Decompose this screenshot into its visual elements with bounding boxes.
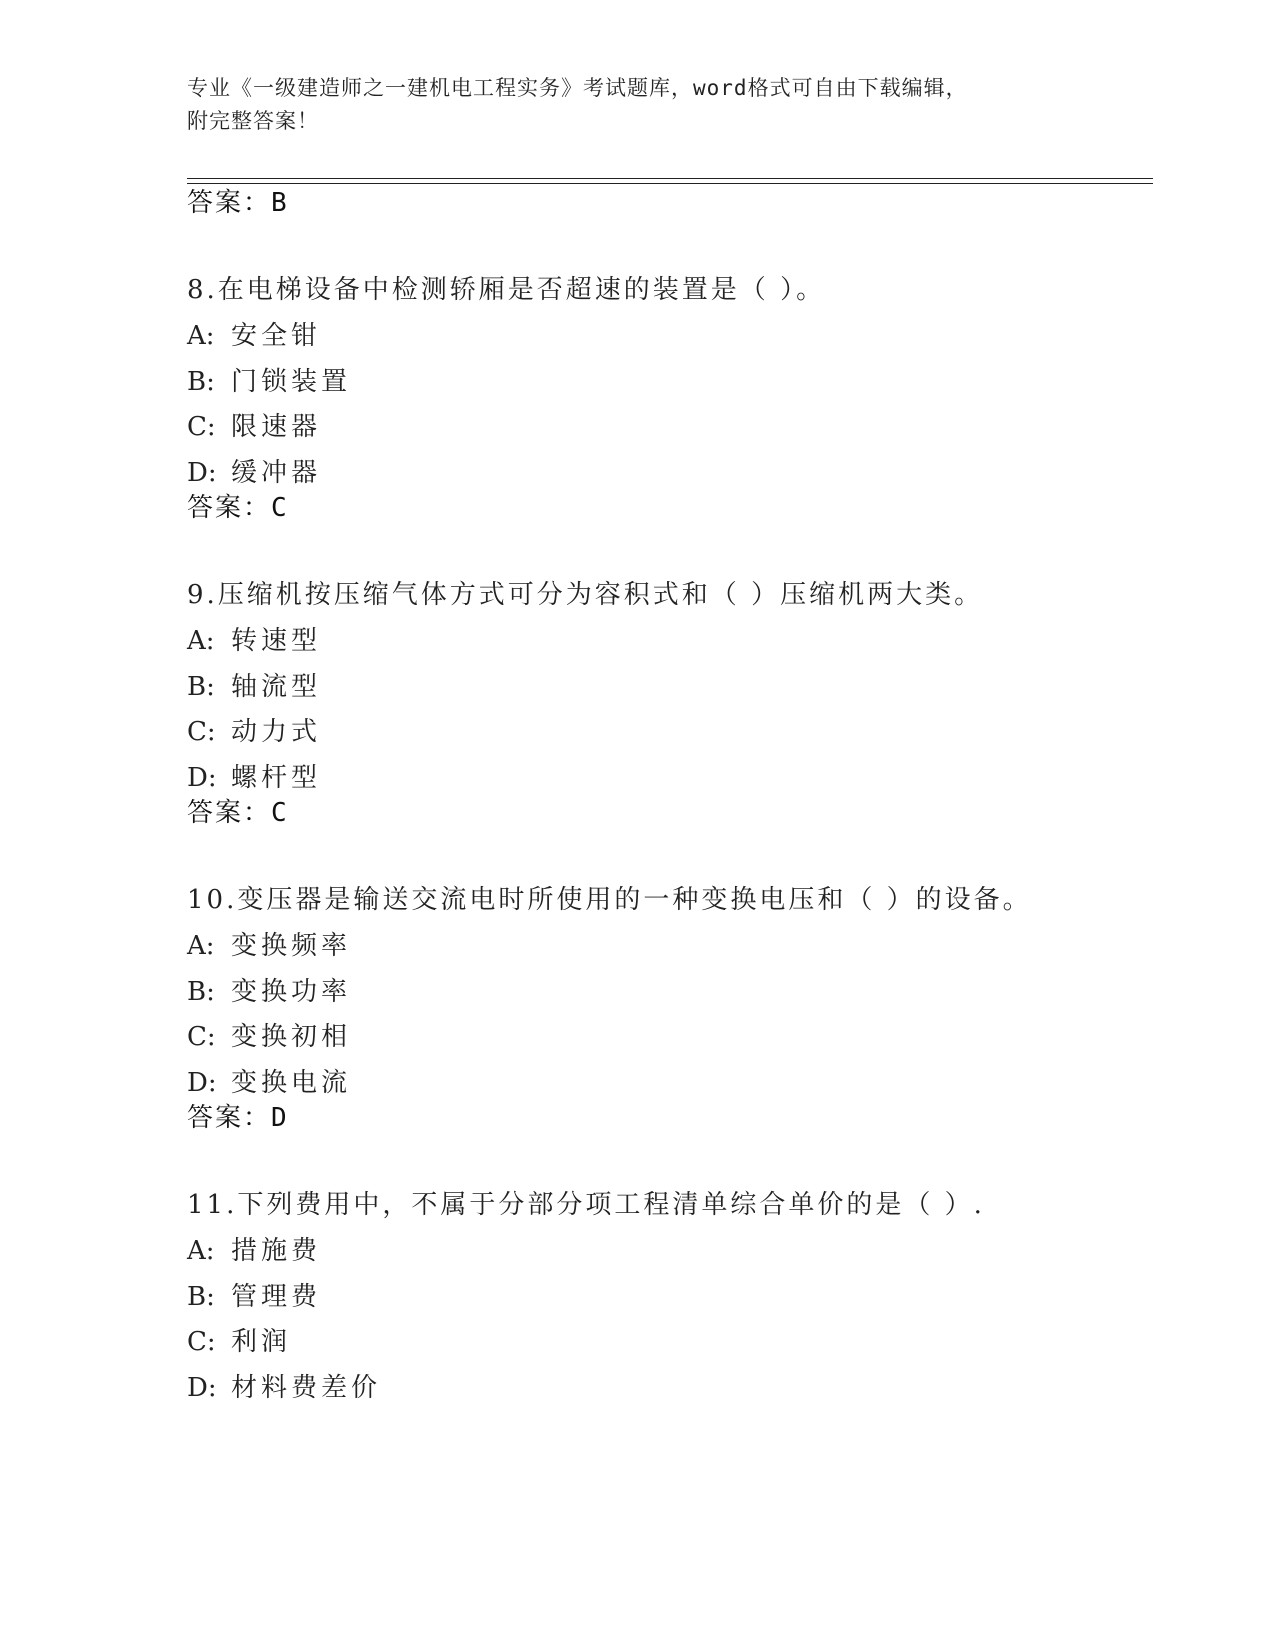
answer-8 xyxy=(187,491,287,525)
header-line-2: 附完整答案！ xyxy=(187,109,319,133)
option-c xyxy=(187,715,1187,761)
option-letter: A: xyxy=(187,931,215,961)
option-letter: A: xyxy=(187,321,215,351)
option-letter: C: xyxy=(187,412,216,442)
question-stem: 11.下列费用中，不属于分部分项工程清单综合单价的是（ ）. xyxy=(187,1190,985,1220)
option-text: 利润 xyxy=(231,1327,292,1357)
answer-label: 答案： xyxy=(187,493,272,523)
option-text: 转速型 xyxy=(231,626,322,656)
header-divider-top xyxy=(187,178,1153,179)
option-letter: B: xyxy=(187,671,215,702)
option-text: 轴流型 xyxy=(231,671,322,702)
option-d xyxy=(187,761,1187,807)
answer-label: 答案： xyxy=(187,1103,272,1133)
option-text: 措施费 xyxy=(231,1236,322,1266)
header-divider-bottom xyxy=(187,183,1153,184)
option-letter: D: xyxy=(187,1372,217,1403)
option-text: 限速器 xyxy=(231,412,322,442)
option-letter: C: xyxy=(187,1022,216,1052)
question-11 xyxy=(187,1188,1187,1416)
option-b xyxy=(187,1280,1187,1326)
option-letter: D: xyxy=(187,762,217,793)
document-header xyxy=(187,72,1087,138)
option-letter: D: xyxy=(187,457,217,488)
option-b xyxy=(187,975,1187,1021)
question-8 xyxy=(187,273,1187,501)
option-text: 变换电流 xyxy=(231,1067,352,1098)
answer-label: 答案： xyxy=(187,798,272,828)
question-stem: 10.变压器是输送交流电时所使用的一种变换电压和（ ）的设备。 xyxy=(187,885,1032,915)
option-text: 材料费差价 xyxy=(231,1372,382,1403)
answer-value: B xyxy=(271,188,287,218)
question-stem: 9.压缩机按压缩气体方式可分为容积式和（ ）压缩机两大类。 xyxy=(187,580,984,610)
option-letter: C: xyxy=(187,1327,216,1357)
option-text: 缓冲器 xyxy=(231,457,322,488)
option-c xyxy=(187,1325,1187,1371)
option-a xyxy=(187,624,1187,670)
question-stem: 8.在电梯设备中检测轿厢是否超速的装置是（ ）。 xyxy=(187,275,826,305)
option-d xyxy=(187,1371,1187,1417)
answer-value: C xyxy=(271,493,287,523)
answer-9 xyxy=(187,796,287,830)
option-text: 门锁装置 xyxy=(231,366,352,397)
option-text: 动力式 xyxy=(231,717,322,747)
header-line-1: 专业《一级建造师之一建机电工程实务》考试题库，word格式可自由下载编辑， xyxy=(187,76,968,100)
option-letter: A: xyxy=(187,1236,215,1266)
answer-value: D xyxy=(271,1103,287,1133)
option-text: 变换初相 xyxy=(231,1022,352,1052)
option-text: 安全钳 xyxy=(231,321,322,351)
answer-value: C xyxy=(271,798,287,828)
option-text: 变换频率 xyxy=(231,931,352,961)
option-text: 变换功率 xyxy=(231,976,352,1007)
answer-label: 答案： xyxy=(187,188,272,218)
option-d xyxy=(187,1066,1187,1112)
option-a xyxy=(187,929,1187,975)
option-letter: B: xyxy=(187,1281,215,1312)
option-c xyxy=(187,410,1187,456)
question-9 xyxy=(187,578,1187,806)
option-letter: A: xyxy=(187,626,215,656)
option-b xyxy=(187,670,1187,716)
option-letter: B: xyxy=(187,366,215,397)
option-text: 螺杆型 xyxy=(231,762,322,793)
option-text: 管理费 xyxy=(231,1281,322,1312)
option-letter: B: xyxy=(187,976,215,1007)
option-c xyxy=(187,1020,1187,1066)
option-d xyxy=(187,456,1187,502)
previous-answer xyxy=(187,186,287,220)
question-10 xyxy=(187,883,1187,1111)
option-b xyxy=(187,365,1187,411)
option-letter: D: xyxy=(187,1067,217,1098)
option-a xyxy=(187,319,1187,365)
option-a xyxy=(187,1234,1187,1280)
option-letter: C: xyxy=(187,717,216,747)
answer-10 xyxy=(187,1101,287,1135)
